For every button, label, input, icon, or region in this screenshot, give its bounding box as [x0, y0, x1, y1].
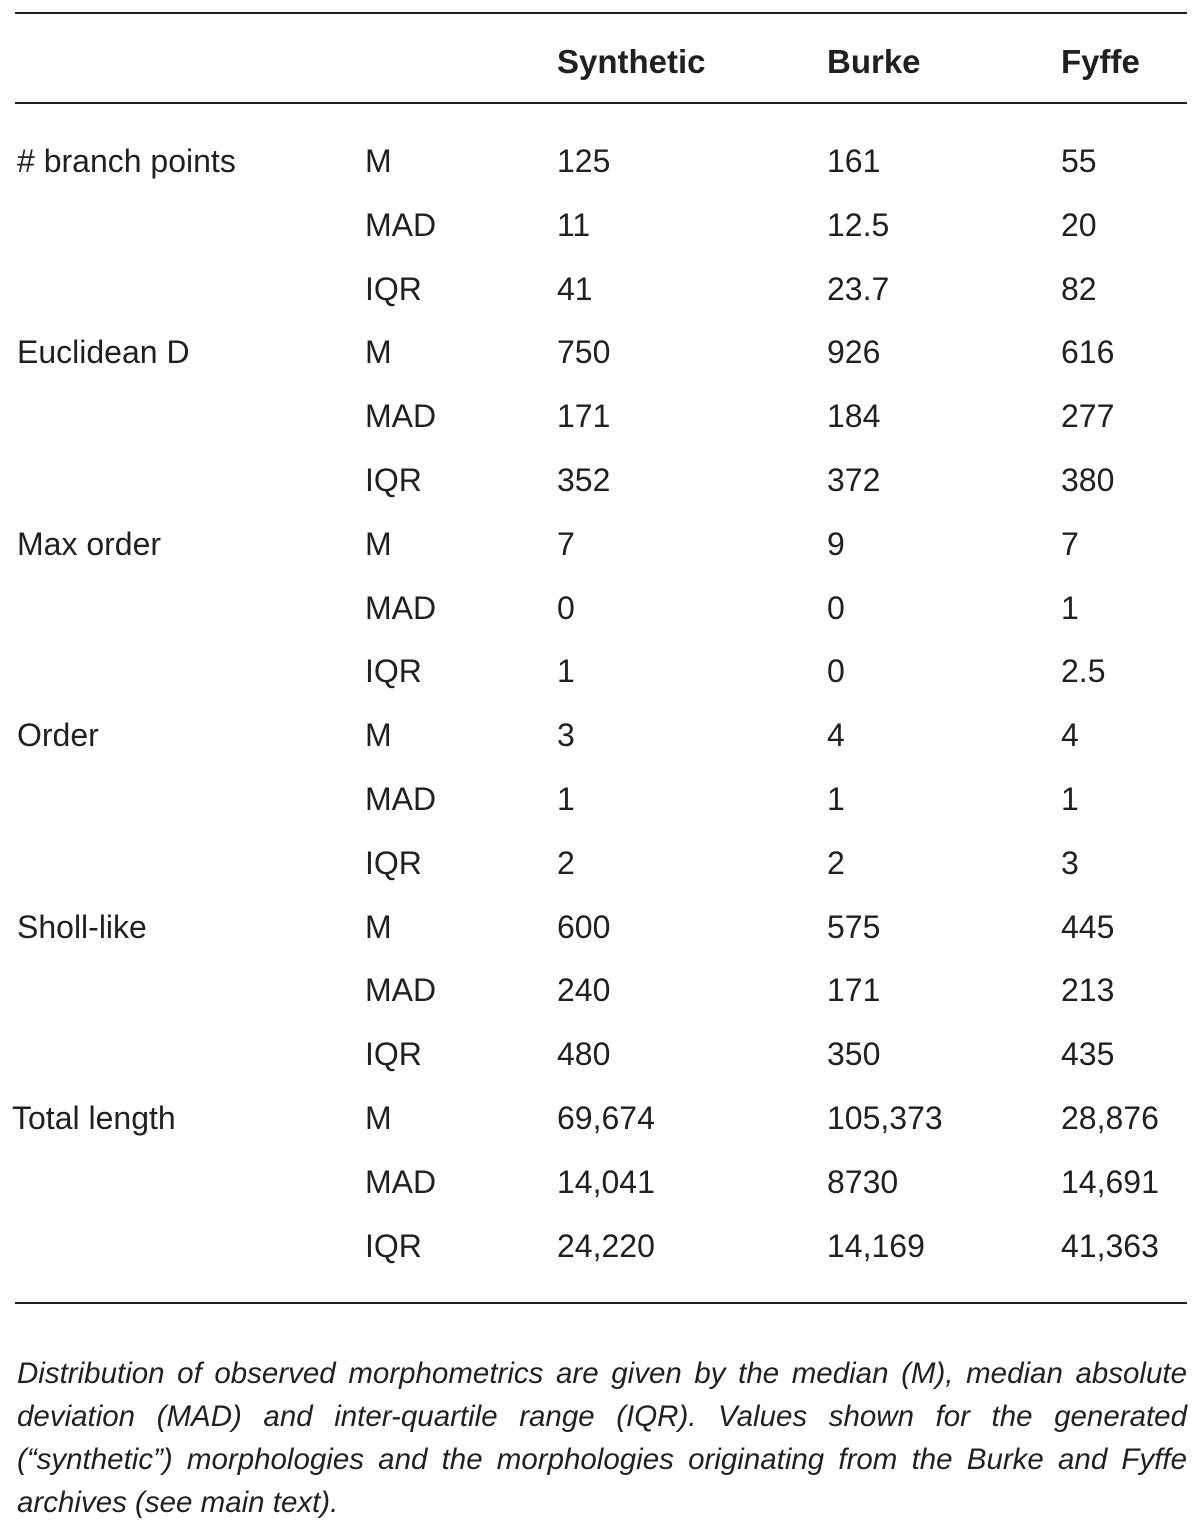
- column-header-fyffe: Fyffe: [1061, 43, 1140, 80]
- stat-label: M: [365, 143, 392, 179]
- metric-label: Total length: [12, 1099, 176, 1136]
- stat-label: M: [365, 908, 392, 945]
- stat-label: MAD: [365, 398, 437, 435]
- fyffe-value: 4: [1061, 717, 1079, 754]
- stat-label: M: [365, 717, 392, 754]
- burke-value: 2: [827, 844, 845, 881]
- fyffe-value: 7: [1061, 525, 1079, 562]
- table-row: [0, 320, 1200, 384]
- table-row: [0, 703, 1200, 767]
- fyffe-value: 28,876: [1061, 1099, 1159, 1136]
- synthetic-value: 1: [557, 653, 575, 690]
- synthetic-value: 240: [557, 972, 611, 1009]
- synthetic-value: 3: [557, 717, 575, 754]
- synthetic-value: 24,220: [557, 1227, 655, 1264]
- table-top-rule: [15, 12, 1187, 14]
- stat-label: IQR: [365, 1036, 422, 1073]
- synthetic-value: 41: [557, 270, 593, 307]
- stat-label: IQR: [365, 844, 422, 881]
- table-body: [0, 129, 1200, 1277]
- burke-value: 9: [827, 525, 845, 562]
- table-row: [0, 1214, 1200, 1278]
- burke-value: 4: [827, 717, 845, 754]
- column-header-synthetic: Synthetic: [557, 43, 706, 80]
- table-header-row: [0, 40, 1200, 84]
- burke-value: 12.5: [827, 206, 890, 243]
- synthetic-value: 2: [557, 844, 575, 881]
- stat-label: M: [365, 525, 392, 562]
- synthetic-value: 750: [557, 334, 611, 371]
- stat-label: M: [365, 334, 392, 371]
- fyffe-value: 616: [1061, 334, 1115, 371]
- fyffe-value: 55: [1061, 143, 1097, 179]
- table-row: [0, 958, 1200, 1022]
- synthetic-value: 7: [557, 525, 575, 562]
- table-row: [0, 639, 1200, 703]
- metric-label: Max order: [17, 525, 162, 562]
- fyffe-value: 445: [1061, 908, 1115, 945]
- synthetic-value: 480: [557, 1036, 611, 1073]
- synthetic-value: 600: [557, 908, 611, 945]
- fyffe-value: 2.5: [1061, 653, 1106, 690]
- stat-label: MAD: [365, 206, 437, 243]
- stat-label: M: [365, 1099, 392, 1136]
- burke-value: 23.7: [827, 270, 890, 307]
- table-row: [0, 257, 1200, 321]
- table-bottom-rule: [15, 1302, 1187, 1304]
- burke-value: 14,169: [827, 1227, 925, 1264]
- burke-value: 926: [827, 334, 881, 371]
- fyffe-value: 1: [1061, 589, 1079, 626]
- fyffe-value: 41,363: [1061, 1227, 1159, 1264]
- burke-value: 184: [827, 398, 881, 435]
- burke-value: 372: [827, 461, 881, 498]
- metric-label: Order: [17, 717, 99, 754]
- table-footnote: Distribution of observed morphometrics are given by the median (M), median absolute deviation (MAD) and inter-quartile range (IQR). Values shown for the generated (“synthetic”) morphologies and the morphologies originating from the Burke and Fyffe archives (see main text).: [17, 1356, 1187, 1519]
- fyffe-value: 82: [1061, 270, 1097, 307]
- table-row: [0, 895, 1200, 959]
- column-header-burke: Burke: [827, 43, 921, 80]
- fyffe-value: 277: [1061, 398, 1115, 435]
- metric-label: # branch points: [17, 143, 236, 179]
- metric-label: Euclidean D: [17, 334, 190, 371]
- synthetic-value: 352: [557, 461, 611, 498]
- table-row: [0, 512, 1200, 576]
- synthetic-value: 171: [557, 398, 611, 435]
- burke-value: 161: [827, 143, 881, 179]
- table-row: [0, 831, 1200, 895]
- table-row: [0, 193, 1200, 257]
- synthetic-value: 0: [557, 589, 575, 626]
- stat-label: MAD: [365, 972, 437, 1009]
- synthetic-value: 1: [557, 780, 575, 817]
- fyffe-value: 380: [1061, 461, 1115, 498]
- stat-label: IQR: [365, 1227, 422, 1264]
- fyffe-value: 213: [1061, 972, 1115, 1009]
- table-row: [0, 1150, 1200, 1214]
- synthetic-value: 125: [557, 143, 611, 179]
- table-row: [0, 448, 1200, 512]
- synthetic-value: 11: [557, 206, 591, 243]
- table-row: [0, 576, 1200, 640]
- burke-value: 1: [827, 780, 845, 817]
- synthetic-value: 69,674: [557, 1099, 655, 1136]
- fyffe-value: 3: [1061, 844, 1079, 881]
- table-row: [0, 384, 1200, 448]
- fyffe-value: 435: [1061, 1036, 1115, 1073]
- burke-value: 575: [827, 908, 881, 945]
- stat-label: MAD: [365, 780, 437, 817]
- table-row: [0, 767, 1200, 831]
- burke-value: 8730: [827, 1163, 899, 1200]
- fyffe-value: 20: [1061, 206, 1097, 243]
- burke-value: 0: [827, 589, 845, 626]
- burke-value: 350: [827, 1036, 881, 1073]
- burke-value: 0: [827, 653, 845, 690]
- stat-label: IQR: [365, 653, 422, 690]
- table-row: [0, 1086, 1200, 1150]
- table-row: [0, 1022, 1200, 1086]
- burke-value: 171: [827, 972, 881, 1009]
- stat-label: IQR: [365, 270, 422, 307]
- stat-label: MAD: [365, 1163, 437, 1200]
- table-header-rule: [15, 102, 1187, 104]
- table-row: [0, 129, 1200, 193]
- synthetic-value: 14,041: [557, 1163, 655, 1200]
- stat-label: IQR: [365, 461, 422, 498]
- fyffe-value: 1: [1061, 780, 1079, 817]
- metric-label: Sholl-like: [17, 908, 147, 945]
- burke-value: 105,373: [827, 1099, 943, 1136]
- stat-label: MAD: [365, 589, 437, 626]
- fyffe-value: 14,691: [1061, 1163, 1159, 1200]
